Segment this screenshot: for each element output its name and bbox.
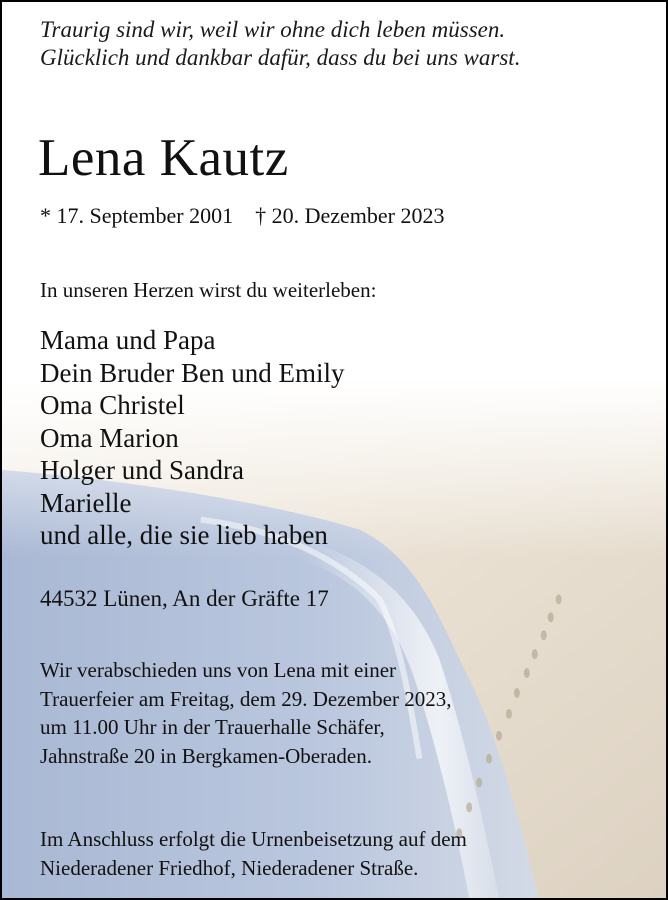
ceremony-line: Jahnstraße 20 in Bergkamen-Oberaden. bbox=[40, 743, 373, 768]
death-date: † 20. Dezember 2023 bbox=[255, 203, 445, 228]
deceased-name: Lena Kautz bbox=[38, 129, 289, 187]
ceremony-line: Wir verabschieden uns von Lena mit einer bbox=[40, 658, 397, 682]
mourners-list bbox=[40, 324, 344, 552]
mourner-entry: Oma Marion bbox=[40, 422, 179, 453]
life-dates bbox=[40, 202, 444, 230]
mourner-entry: Marielle bbox=[40, 487, 132, 518]
funeral-ceremony-info bbox=[40, 656, 452, 770]
burial-line: Im Anschluss erfolgt die Urnenbeisetzung auf dem bbox=[40, 827, 467, 851]
mourner-entry: und alle, die sie lieb haben bbox=[40, 520, 328, 550]
remembrance-intro: In unseren Herzen wirst du weiterleben: bbox=[40, 278, 377, 302]
birth-date: * 17. September 2001 bbox=[40, 203, 234, 228]
mourner-entry: Holger und Sandra bbox=[40, 455, 244, 485]
memorial-quote bbox=[40, 16, 520, 72]
quote-line: Traurig sind wir, weil wir ohne dich leben müssen. bbox=[40, 17, 506, 42]
mourner-entry: Oma Christel bbox=[40, 390, 185, 420]
burial-line: Niederadener Friedhof, Niederadener Straße. bbox=[40, 855, 419, 880]
notice-content bbox=[2, 2, 666, 898]
ceremony-line: Trauerfeier am Freitag, dem 29. Dezember 2023, bbox=[40, 686, 452, 711]
urn-burial-info bbox=[40, 825, 467, 882]
quote-line: Glücklich und dankbar dafür, dass du bei uns warst. bbox=[40, 45, 521, 70]
mourner-entry: Mama und Papa bbox=[40, 325, 216, 355]
ceremony-line: um 11.00 Uhr in der Trauerhalle Schäfer, bbox=[40, 715, 385, 739]
mourner-entry: Dein Bruder Ben und Emily bbox=[40, 357, 345, 388]
family-address: 44532 Lünen, An der Gräfte 17 bbox=[40, 586, 329, 611]
